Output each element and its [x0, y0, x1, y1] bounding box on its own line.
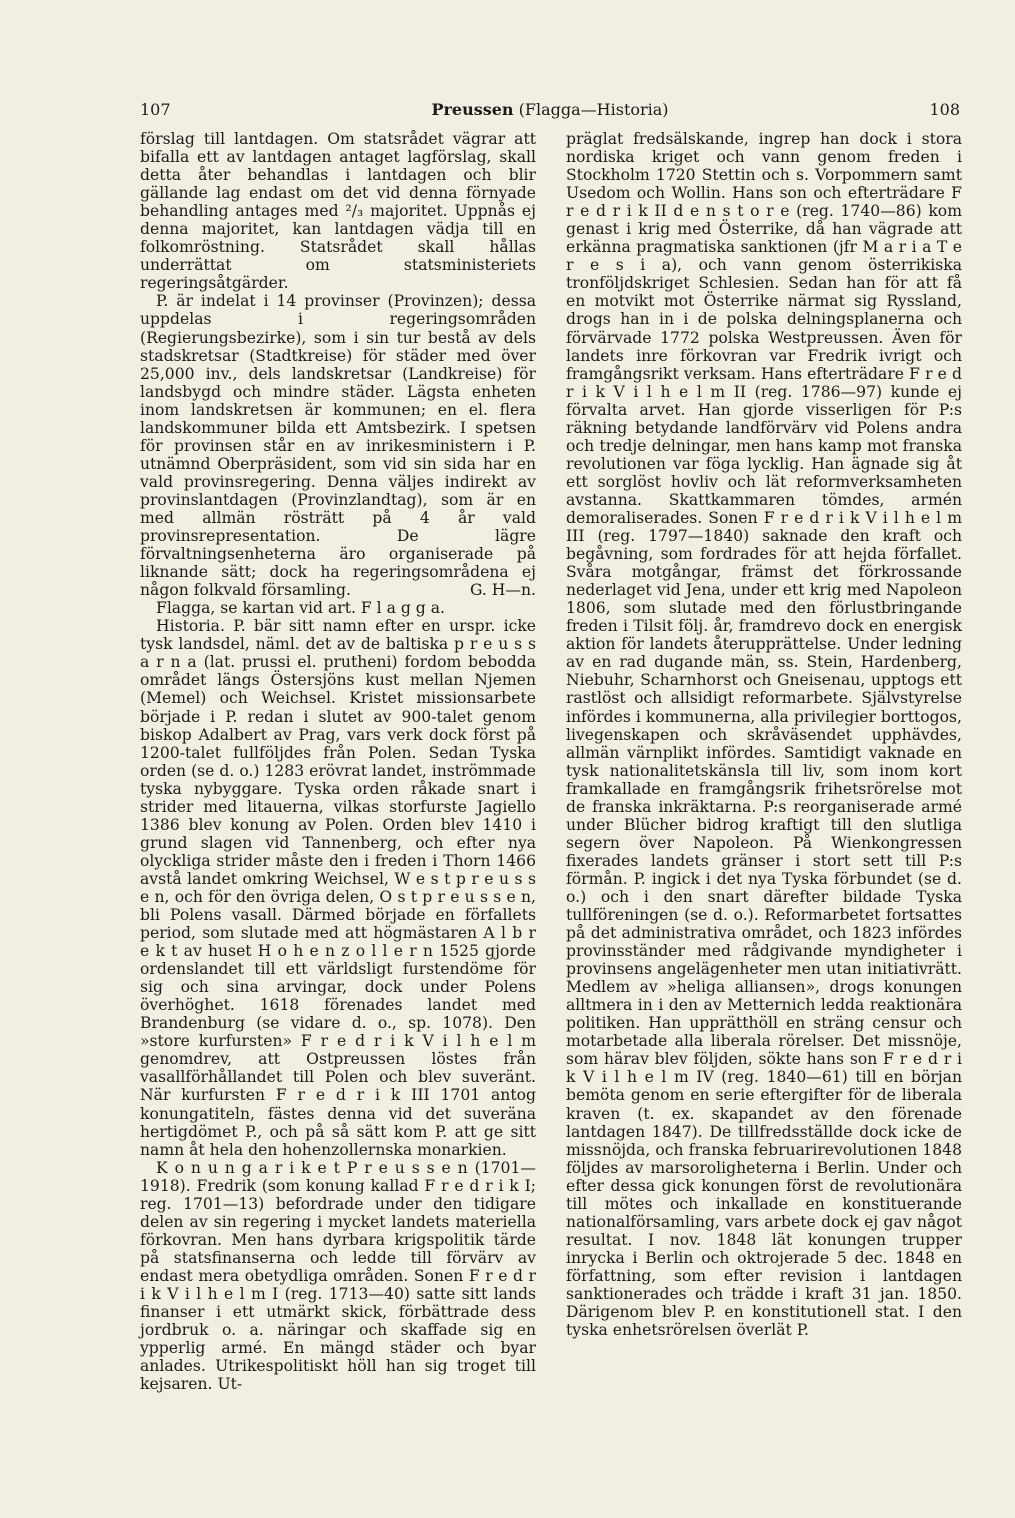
- left-column: [140, 130, 536, 1393]
- running-header: [140, 100, 960, 124]
- running-title: [140, 100, 960, 119]
- page-number-left: 107: [140, 100, 171, 119]
- right-column: [566, 130, 962, 1339]
- paragraph: P. är indelat i 14 provinser (Provinzen); dessa uppdelas i regeringsområden (Regierungsbezirke), som i sin tur bestå av dels stadskretsar (Stadtkreise) för städer med över 25,000 inv., dels landskretsar (Landkreise) för landsbygd och mindre städer. Lägsta enheten inom landskretsen är kommunen; en el. flera landskommuner bilda ett Amtsbezirk. I spetsen för provinsen står en av inrikesministern i P. utnämnd Oberpräsident, som vid sin sida har en vald provinsregering. Denna väljes indirekt av provinslantdagen (Provinzlandtag), som är en med allmän rösträtt på 4 år vald provinsrepresentation. De lägre förvaltningsenheterna äro organiserade på liknande sätt; dock ha regeringsområdena ej någon folkvald församling. G. H—n.: [140, 292, 536, 600]
- paragraph: präglat fredsälskande, ingrep han dock i stora nordiska kriget och vann genom freden i Stockholm 1720 Stettin och s. Vorpommern samt Usedom och Wollin. Hans son och efterträdare F r e d r i k II d e n s t o r e (reg. 1740—86) kom genast i krig med Österrike, då han vägrade att erkänna pragmatiska sanktionen (jfr M a r i a T e r e s i a), och vann genom österrikiska tronföljdskriget Schlesien. Sedan han för att få en motvikt mot Österrike närmat sig Ryssland, drogs han in i de polska delningsplanerna och förvärvade 1772 polska Westpreussen. Även för landets inre förkovran var Fredrik ivrigt och framgångsrikt verksam. Hans efterträdare F r e d r i k V i l h e l m II (reg. 1786—97) kunde ej förvalta arvet. Han gjorde visserligen för P:s räkning betydande landförvärv vid Polens andra och tredje delningar, men hans kamp mot franska revolutionen var föga lycklig. Han ägnade sig åt ett sorglöst hovliv och lät reformverksamheten avstanna. Skattkammaren tömdes, armén demoraliserades. Sonen F r e d r i k V i l h e l m III (reg. 1797—1840) saknade den kraft och begåvning, som fordrades för att hejda förfallet. Svåra motgångar, främst det förkrossande nederlaget vid Jena, under ett krig med Napoleon 1806, som slutade med den förlustbringande freden i Tilsit följ. år, framdrevo dock en energisk aktion för landets återupprättelse. Under ledning av en rad dugande män, ss. Stein, Hardenberg, Niebuhr, Scharnhorst och Gneisenau, upptogs ett rastlöst och allsidigt reformarbete. Självstyrelse infördes i kommunerna, alla privilegier borttogos, livegenskapen och skråväsendet upphävdes, allmän värnplikt infördes. Samtidigt vaknade en tysk nationalitetskänsla till liv, som inom kort framkallade en framgångsrik frihetsrörelse mot de franska inkräktarna. P:s reorganiserade armé under Blücher bidrog kraftigt till den slutliga segern över Napoleon. På Wienkongressen fixerades landets gränser i stort sett till P:s förmån. P. ingick i det nya Tyska förbundet (se d. o.) och i den snart därefter bildade Tyska tullföreningen (se d. o.). Reformarbetet fortsattes på det administrativa området, och 1823 infördes provinsständer med rådgivande myndigheter i provinsens angelägenheter men utan initiativrätt. Medlem av »heliga alliansen», drogs konungen alltmera in i den av Metternich ledda reaktionära politiken. Han upprätthöll en sträng censur och motarbetade alla liberala rörelser. Det missnöje, som härav blev följden, sökte hans son F r e d r i k V i l h e l m IV (reg. 1840—61) till en början bemöta genom en serie eftergifter för de liberala kraven (t. ex. skapandet av den förenade lantdagen 1847). De tillfredsställde dock icke de missnöjda, och franska februarirevolutionen 1848 följdes av marsoroligheterna i Berlin. Under och efter dessa gick konungen först de revolutionära till mötes och inkallade en konstituerande nationalförsamling, vars arbete dock ej gav något resultat. I nov. 1848 lät konungen trupper inrycka i Berlin och oktrojerade 5 dec. 1848 en författning, som efter revision i lantdagen sanktionerades och trädde i kraft 31 jan. 1850. Därigenom blev P. en konstitutionell stat. I den tyska enhetsrörelsen överlät P.: [566, 130, 962, 1340]
- author-signature: G. H—n.: [469, 581, 536, 600]
- page-number-right: 108: [929, 100, 960, 119]
- paragraph: Historia. P. bär sitt namn efter en urspr. icke tysk landsdel, näml. det av de baltiska p r e u s s a r n a (lat. prussi el. prutheni) fordom bebodda området längs Östersjöns kust mellan Njemen (Memel) och Weichsel. Kristet missionsarbete började i P. redan i slutet av 900-talet genom biskop Adalbert av Prag, vars verk dock först på 1200-talet fullföljdes från Polen. Sedan Tyska orden (se d. o.) 1283 erövrat landet, inströmmade tyska nybyggare. Tyska orden råkade snart i strider med litauerna, vilkas storfurste Jagiello 1386 blev konung av Polen. Orden blev 1410 i grund slagen vid Tannenberg, och efter nya olyckliga strider måste den i freden i Thorn 1466 avstå landet omkring Weichsel, W e s t p r e u s s e n, och för den övriga delen, O s t p r e u s s e n, bli Polens vasall. Därmed började en förfallets period, som slutade med att högmästaren A l b r e k t av huset H o h e n z o l l e r n 1525 gjorde ordenslandet till ett världsligt furstendöme för sig och sina arvingar, dock under Polens överhöghet. 1618 förenades landet med Brandenburg (se vidare d. o., sp. 1078). Den »store kurfursten» F r e d r i k V i l h e l m genomdrev, att Ostpreussen löstes från vasallförhållandet till Polen och blev suveränt. När kurfursten F r e d r i k III 1701 antog konungatiteln, fästes denna vid det suveräna hertigdömet P., och på så sätt kom P. att ge sitt namn åt hela den hohenzollernska monarkien.: [140, 617, 536, 1159]
- paragraph: Flagga, se kartan vid art. F l a g g a.: [156, 599, 446, 618]
- title-headword: Preussen: [431, 100, 514, 119]
- title-subtitle: (Flagga—Historia): [513, 100, 669, 119]
- paragraph: förslag till lantdagen. Om statsrådet vägrar att bifalla ett av lantdagen antaget lagförslag, skall detta åter behandlas i lantdagen och blir gällande lag endast om det vid denna förnyade behandling antages med ²/₃ majoritet. Uppnås ej denna majoritet, kan lantdagen vädja till en folkomröstning. Statsrådet skall hållas underrättat om statsministeriets regeringsåtgärder.: [140, 130, 536, 293]
- paragraph: K o n u n g a r i k e t P r e u s s e n (1701—1918). Fredrik (som konung kallad F r e d r i k I; reg. 1701—13) befordrade under den tidigare delen av sin regering i mycket landets materiella förkovran. Men hans dyrbara krigspolitik tärde på statsfinanserna och ledde till förvärv av endast mera obetydliga områden. Sonen F r e d r i k V i l h e l m I (reg. 1713—40) satte sitt lands finanser i ett utmärkt skick, förbättrade dess jordbruk o. a. näringar och skaffade sig en ypperlig armé. En mängd städer och byar anlades. Utrikespolitiskt höll han sig troget till kejsaren. Ut-: [140, 1158, 536, 1394]
